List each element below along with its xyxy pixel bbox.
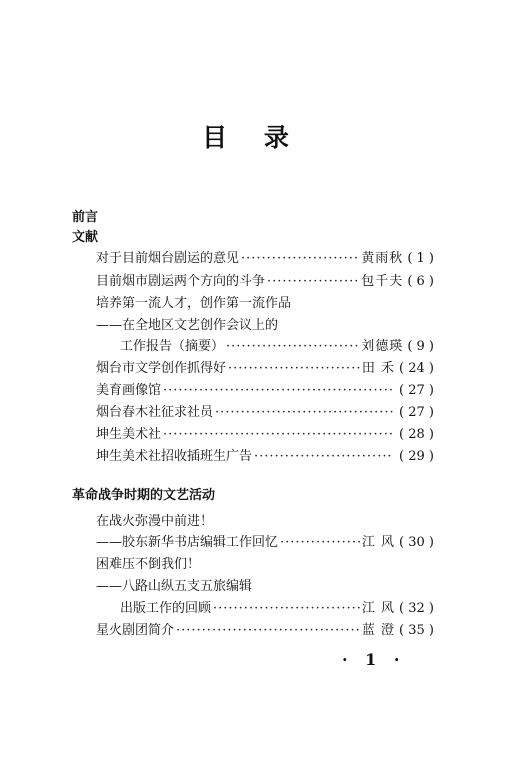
entry-author: 蓝 澄	[361, 623, 396, 638]
leader-dots	[280, 535, 360, 550]
entry-page: ( 27 )	[399, 405, 434, 420]
toc-entry	[96, 619, 434, 639]
entry-author: 江 风	[361, 601, 396, 616]
entry-title: 目前烟市剧运两个方向的斗争	[96, 274, 266, 289]
entry-title: 坤生美术社	[96, 427, 162, 442]
entry-subtitle: ——在全地区文艺创作会议上的	[96, 318, 279, 333]
entry-title: 困难压不倒我们！	[96, 557, 201, 572]
leader-dots	[163, 427, 393, 442]
leader-dots	[241, 251, 359, 266]
toc-entry	[96, 445, 434, 465]
entry-author: 包千夫	[361, 274, 404, 289]
page-number: · 1 ·	[342, 650, 406, 669]
toc-entry	[120, 335, 434, 355]
toc-entry	[96, 423, 434, 443]
entry-title: 坤生美术社招收插班生广告	[96, 449, 253, 464]
toc-entry	[96, 379, 434, 399]
entry-author: 黄雨秋	[361, 251, 404, 266]
leader-dots	[215, 405, 393, 420]
entry-page: ( 35 )	[399, 623, 434, 638]
entry-author: 刘德瑛	[361, 339, 404, 354]
section-heading-wenxian: 文献	[72, 230, 99, 245]
entry-page: ( 24 )	[399, 361, 434, 376]
entry-title: 对于目前烟台剧运的意见	[96, 251, 240, 266]
toc-entry	[120, 597, 434, 617]
entry-title: ——胶东新华书店编辑工作回忆	[96, 535, 279, 550]
toc-entry	[96, 357, 434, 377]
entry-title: 星火剧团简介	[96, 623, 175, 638]
entry-title: 培养第一流人才，创作第一流作品	[96, 296, 292, 311]
section-heading-geming: 革命战争时期的文艺活动	[72, 488, 216, 503]
leader-dots	[267, 274, 359, 289]
page-title: 目 录	[202, 123, 303, 152]
entry-page: ( 29 )	[399, 449, 434, 464]
leader-dots	[163, 383, 393, 398]
entry-page: ( 28 )	[399, 427, 434, 442]
entry-page: ( 27 )	[399, 383, 434, 398]
entry-author: 田 禾	[361, 361, 396, 376]
entry-title: 出版工作的回顾	[120, 601, 212, 616]
toc-entry	[96, 531, 434, 551]
toc-entry	[96, 270, 434, 290]
entry-page: ( 32 )	[399, 601, 434, 616]
entry-author: 江 风	[361, 535, 396, 550]
leader-dots	[226, 339, 359, 354]
entry-page: ( 1 )	[407, 251, 434, 266]
entry-page: ( 30 )	[399, 535, 434, 550]
entry-title: 工作报告（摘要）	[120, 339, 225, 354]
toc-entry	[96, 401, 434, 421]
entry-page: ( 9 )	[407, 339, 434, 354]
leader-dots	[228, 361, 360, 376]
entry-subtitle: ——八路山纵五支五旅编辑	[96, 579, 253, 594]
entry-title: 烟台市文学创作抓得好	[96, 361, 227, 376]
leader-dots	[254, 449, 393, 464]
section-heading-qianyan: 前言	[72, 210, 99, 225]
toc-entry	[96, 247, 434, 267]
entry-title: 在战火弥漫中前进！	[96, 514, 214, 529]
leader-dots	[176, 623, 360, 638]
entry-title: 美育画像馆	[96, 383, 162, 398]
entry-page: ( 6 )	[407, 274, 434, 289]
leader-dots	[213, 601, 360, 616]
entry-title: 烟台春木社征求社员	[96, 405, 214, 420]
